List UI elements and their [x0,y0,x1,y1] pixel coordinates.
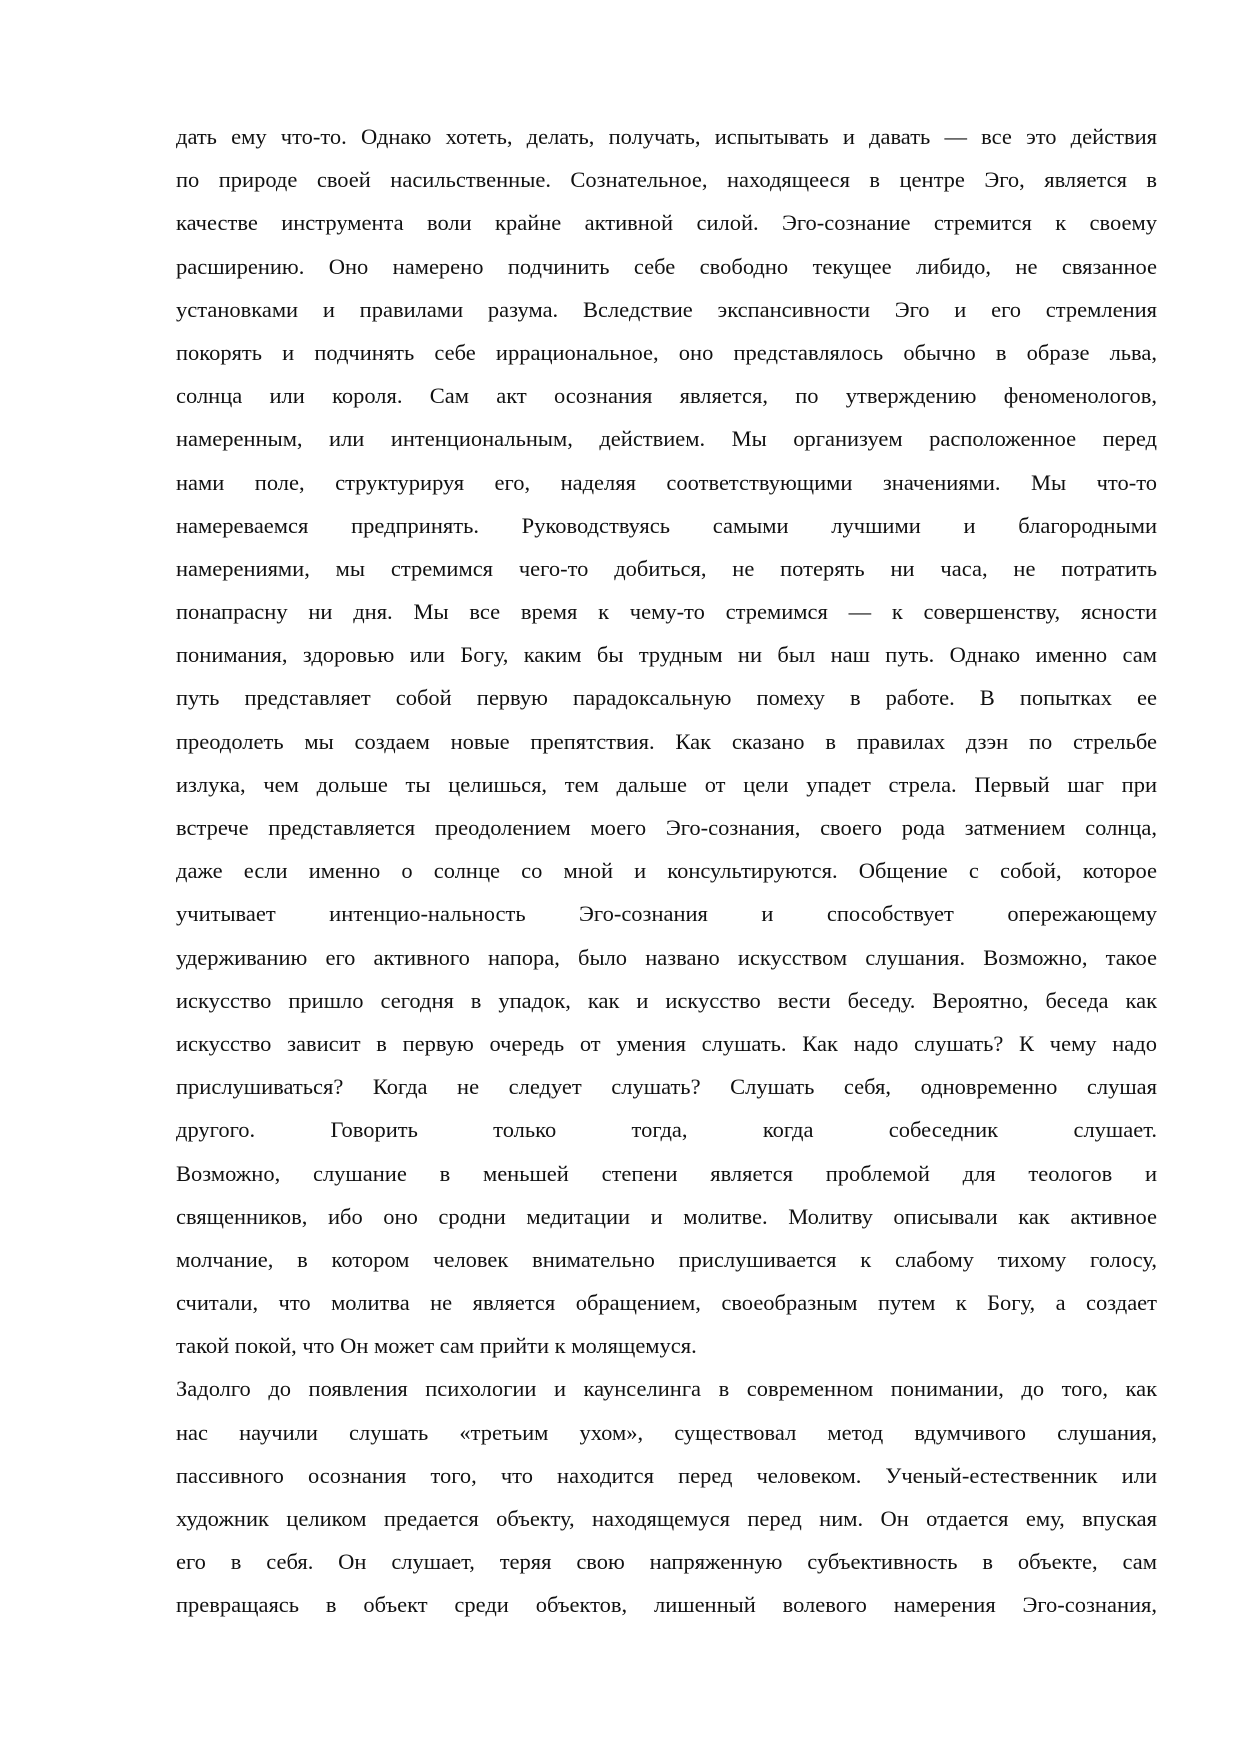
text-line: искусство пришло сегодня в упадок, как и искусство вести беседу. Вероятно, беседа как [176,987,1157,1013]
text-line: намеренным, или интенциональным, действием. Мы организуем расположенное перед [176,426,1157,452]
text-line: понимания, здоровью или Богу, каким бы трудным ни был наш путь. Однако именно сам [176,642,1157,668]
text-line: искусство зависит в первую очередь от умения слушать. Как надо слушать? К чему надо [176,1030,1157,1056]
text-line: прислушиваться? Когда не следует слушать? Слушать себя, одновременно слушая [176,1074,1157,1100]
text-line: такой покой, что Он может сам прийти к молящемуся. [176,1333,697,1359]
text-line: священников, ибо оно сродни медитации и молитве. Молитву описывали как активное [176,1203,1157,1229]
document-page [176,115,1157,1627]
text-line: покорять и подчинять себе иррациональное, оно представлялось обычно в образе льва, [176,339,1157,365]
text-line: художник целиком предается объекту, находящемуся перед ним. Он отдается ему, впуская [176,1506,1157,1531]
text-line: солнца или короля. Сам акт осознания является, по утверждению феноменологов, [176,383,1157,409]
text-line: встрече представляется преодолением моего Эго-сознания, своего рода затмением солнца, [176,815,1157,840]
text-line: преодолеть мы создаем новые препятствия. Как сказано в правилах дзэн по стрельбе [176,728,1157,754]
text-line: намереваемся предпринять. Руководствуясь самыми лучшими и благородными [176,512,1157,538]
text-line: намерениями, мы стремимся чего-то добиться, не потерять ни часа, не потратить [176,555,1157,581]
text-line: другого. Говорить только тогда, когда собеседник слушает. [176,1117,1157,1143]
text-line: дать ему что-то. Однако хотеть, делать, получать, испытывать и давать — все это действия [176,124,1157,149]
text-line: превращаясь в объект среди объектов, лишенный волевого намерения Эго-сознания, [176,1592,1157,1618]
text-line: удерживанию его активного напора, было названо искусством слушания. Возможно, такое [176,944,1157,970]
text-line: путь представляет собой первую парадоксальную помеху в работе. В попытках ее [176,685,1157,711]
text-line: Возможно, слушание в меньшей степени является проблемой для теологов и [176,1160,1157,1186]
text-line: качестве инструмента воли крайне активной силой. Эго-сознание стремится к своему [176,210,1157,236]
text-line: нас научили слушать «третьим ухом», существовал метод вдумчивого слушания, [176,1419,1157,1445]
paragraph [176,1367,1157,1626]
text-line: по природе своей насильственные. Сознательное, находящееся в центре Эго, является в [176,167,1157,193]
text-line: излука, чем дольше ты целишься, тем дальше от цели упадет стрела. Первый шаг при [176,771,1157,797]
text-line: молчание, в котором человек внимательно прислушивается к слабому тихому голосу, [176,1246,1157,1272]
text-line: расширению. Оно намерено подчинить себе свободно текущее либидо, не связанное [176,253,1157,279]
text-line: понапрасну ни дня. Мы все время к чему-то стремимся — к совершенству, ясности [176,599,1157,625]
text-line: пассивного осознания того, что находится перед человеком. Ученый-естественник или [176,1462,1157,1488]
text-line: Задолго до появления психологии и каунселинга в современном понимании, до того, как [176,1376,1157,1402]
text-line: установками и правилами разума. Вследствие экспансивности Эго и его стремления [176,296,1157,322]
text-line: нами поле, структурируя его, наделяя соответствующими значениями. Мы что-то [176,469,1157,495]
text-line: учитывает интенцио-нальность Эго-сознания и способствует опережающему [176,901,1157,927]
text-line: считали, что молитва не является обращением, своеобразным путем к Богу, а создает [176,1290,1157,1316]
text-line: его в себя. Он слушает, теряя свою напряженную субъективность в объекте, сам [176,1549,1157,1575]
text-line: даже если именно о солнце со мной и консультируются. Общение с собой, которое [176,858,1157,884]
paragraph [176,115,1157,1367]
